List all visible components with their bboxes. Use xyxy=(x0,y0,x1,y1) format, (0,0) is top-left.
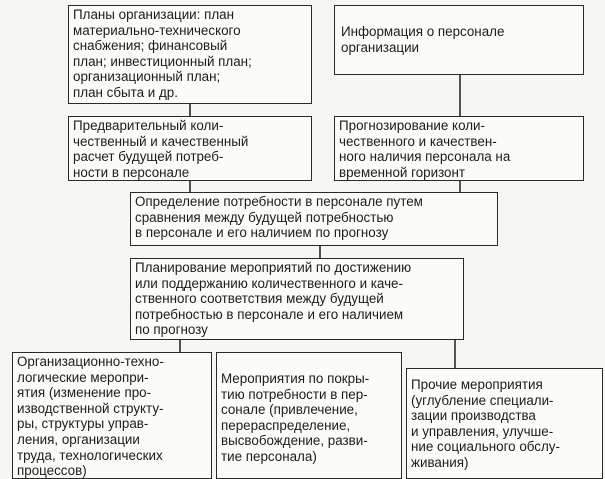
personnel-info-box: Информация о персонале организации xyxy=(334,5,584,75)
need-determination-box: Определение потребности в персонале путем сравнения между будущей потребностью в персонале и его наличием по прогнозу xyxy=(130,192,498,246)
measures-planning-box: Планирование мероприятий по достижению или поддержанию количественного и каче- ственного соответствия между будущей потребностью в персонале и его наличием по прогнозу xyxy=(130,258,464,340)
org-tech-measures-box: Организационно-техно- логические меропри- ятия (изменение про- изводственной структу- ры, структуры управ- ления, организации труда, технологических процессов) xyxy=(12,352,212,479)
forecasting-box: Прогнозирование коли- чественного и качествен- ного наличия персонала на временной горизонт xyxy=(334,116,584,181)
preliminary-calculation-box: Предварительный коли- чественный и качественный расчет будущей потреб- ности в персонале xyxy=(68,116,312,181)
org-plans-box: Планы организации: план материально-технического снабжения; финансовый план; инвестиционный план; организационный план; план сбыта и др. xyxy=(68,5,312,104)
coverage-measures-box: Мероприятия по покры- тию потребности в пер- сонале (привлечение, перераспределение, высвобождение, разви- тие персонала) xyxy=(216,352,402,479)
other-measures-box: Прочие мероприятия (углубление специали- зации производства и управления, улучше- ние социального обслу- живания) xyxy=(406,368,603,479)
